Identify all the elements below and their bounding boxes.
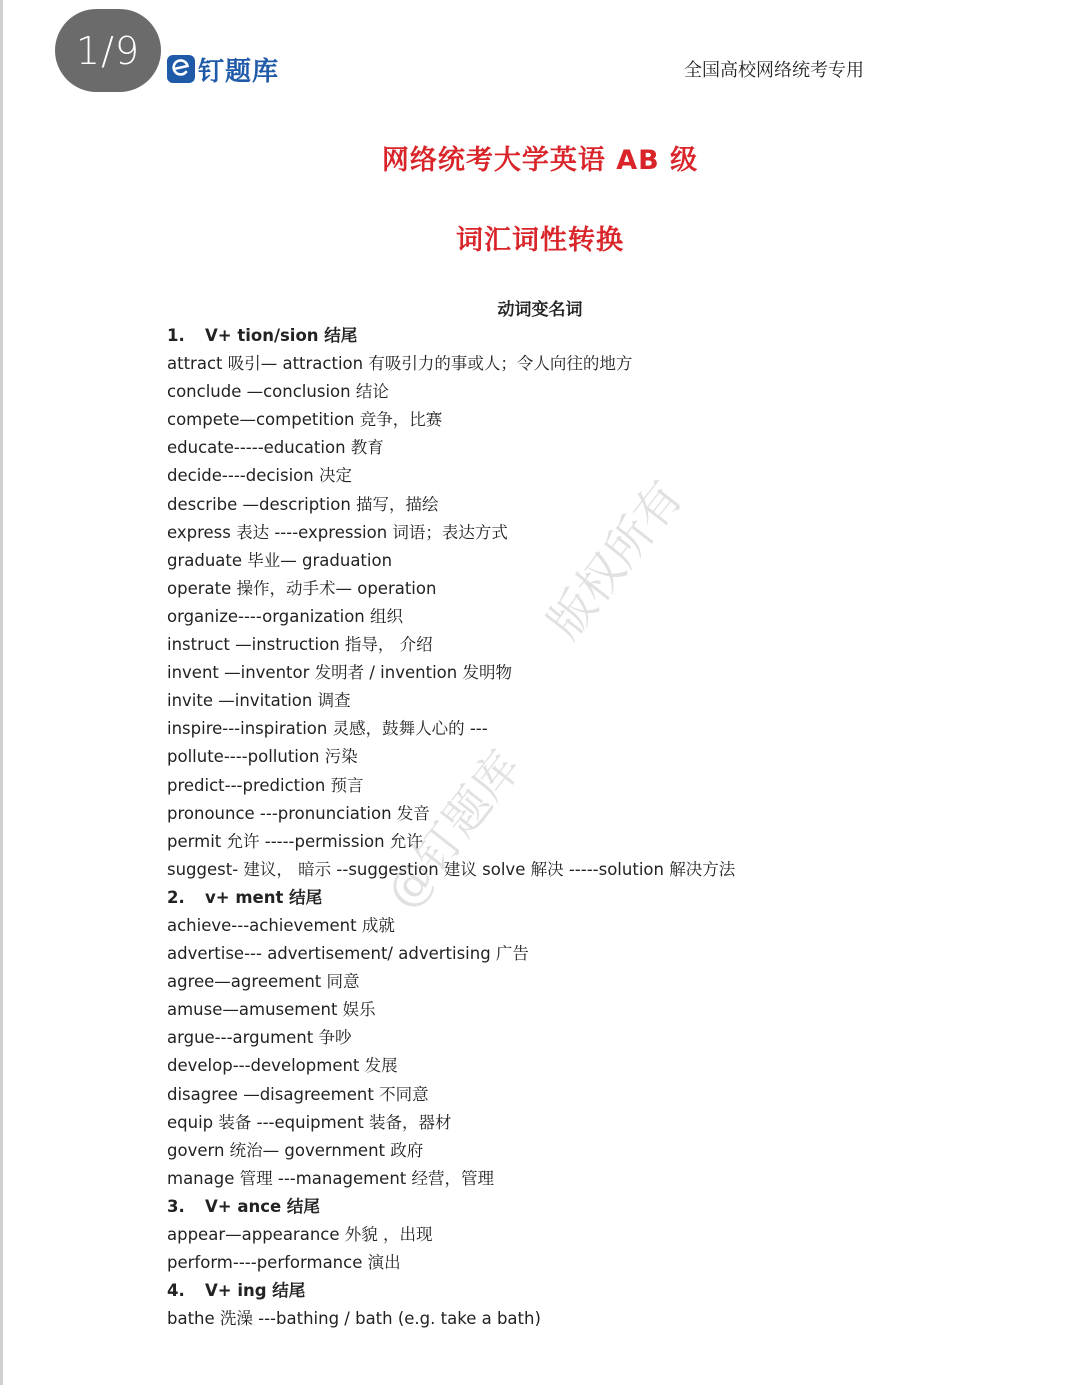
- group-heading: [167, 1193, 1047, 1221]
- document-subtitle: 词汇词性转换: [456, 225, 624, 256]
- header-tagline: 全国高校网络统考专用: [684, 60, 864, 81]
- vocab-entry: attract 吸引— attraction 有吸引力的事或人；令人向往的地方: [167, 354, 633, 374]
- vocab-entry: conclude —conclusion 结论: [167, 382, 389, 402]
- vocab-entry: perform----performance 演出: [167, 1253, 401, 1273]
- group-number: 2.: [167, 887, 185, 907]
- vocab-entry: predict---prediction 预言: [167, 775, 364, 795]
- document-title: 网络统考大学英语 AB 级: [381, 145, 699, 176]
- vocab-entry: instruct —instruction 指导， 介绍: [167, 635, 433, 655]
- watermark-copyright: 版权所有: [537, 470, 693, 649]
- vocab-entry: operate 操作，动手术— operation: [167, 578, 437, 598]
- group-number: 1.: [167, 326, 185, 345]
- vocab-entry: manage 管理 ---management 经营，管理: [167, 1168, 495, 1188]
- brand: [167, 52, 279, 86]
- vocab-entry: describe —description 描写，描绘: [167, 494, 439, 514]
- vocab-entry: suggest- 建议， 暗示 --suggestion 建议 solve 解决 -----solution 解决方法: [167, 859, 736, 879]
- vocab-entry: amuse—amusement 娱乐: [167, 1000, 376, 1020]
- vocab-entry: develop---development 发展: [167, 1056, 398, 1076]
- vocab-entry: invite —invitation 调查: [167, 691, 351, 711]
- group-heading-text: V+ ance 结尾: [205, 1196, 320, 1216]
- watermark-brand: @钉题库: [375, 740, 531, 919]
- vocab-entry: pronounce ---pronunciation 发音: [167, 803, 430, 823]
- e-logo-icon: [167, 55, 195, 83]
- brand-name: 钉题库: [198, 56, 280, 87]
- vocab-entry: invent —inventor 发明者 / invention 发明物: [167, 663, 512, 683]
- vocab-entry: permit 允许 -----permission 允许: [167, 831, 423, 851]
- vocab-entry: argue---argument 争吵: [167, 1028, 352, 1048]
- page-indicator[interactable]: 1/9: [55, 9, 161, 92]
- vocab-entry: decide----decision 决定: [167, 466, 352, 486]
- vocab-entry: educate-----education 教育: [167, 438, 384, 458]
- vocab-entry: disagree —disagreement 不同意: [167, 1084, 429, 1104]
- group-heading: [167, 1277, 1047, 1305]
- vocab-entry: inspire---inspiration 灵感，鼓舞人心的 ---: [167, 719, 488, 739]
- vocab-entry: graduate 毕业— graduation: [167, 550, 393, 570]
- vocab-entry: organize----organization 组织: [167, 606, 403, 626]
- group-number: 4.: [167, 1281, 185, 1301]
- group-heading: [167, 884, 1047, 912]
- page-edge: [0, 0, 3, 1385]
- group-number: 3.: [167, 1196, 185, 1216]
- vocab-entry: appear—appearance 外貌 ，出现: [167, 1225, 433, 1244]
- vocab-entry: agree—agreement 同意: [167, 972, 360, 992]
- vocab-entry: advertise--- advertisement/ advertising 广告: [167, 944, 529, 964]
- group-heading-text: V+ tion/sion 结尾: [205, 326, 358, 345]
- vocabulary-list: [167, 322, 1047, 1333]
- vocab-entry: express 表达 ----expression 词语；表达方式: [167, 522, 508, 542]
- group-heading: [167, 322, 1047, 350]
- vocab-entry: compete—competition 竞争，比赛: [167, 410, 443, 430]
- vocab-entry: equip 装备 ---equipment 装备，器材: [167, 1112, 452, 1132]
- vocab-entry: pollute----pollution 污染: [167, 747, 358, 767]
- vocab-entry: achieve---achievement 成就: [167, 915, 395, 935]
- group-heading-text: V+ ing 结尾: [205, 1281, 306, 1301]
- group-heading-text: v+ ment 结尾: [205, 887, 323, 907]
- vocab-entry: govern 统治— government 政府: [167, 1140, 424, 1160]
- section-heading: 动词变名词: [497, 300, 583, 320]
- vocab-entry: bathe 洗澡 ---bathing / bath (e.g. take a bath): [167, 1309, 541, 1329]
